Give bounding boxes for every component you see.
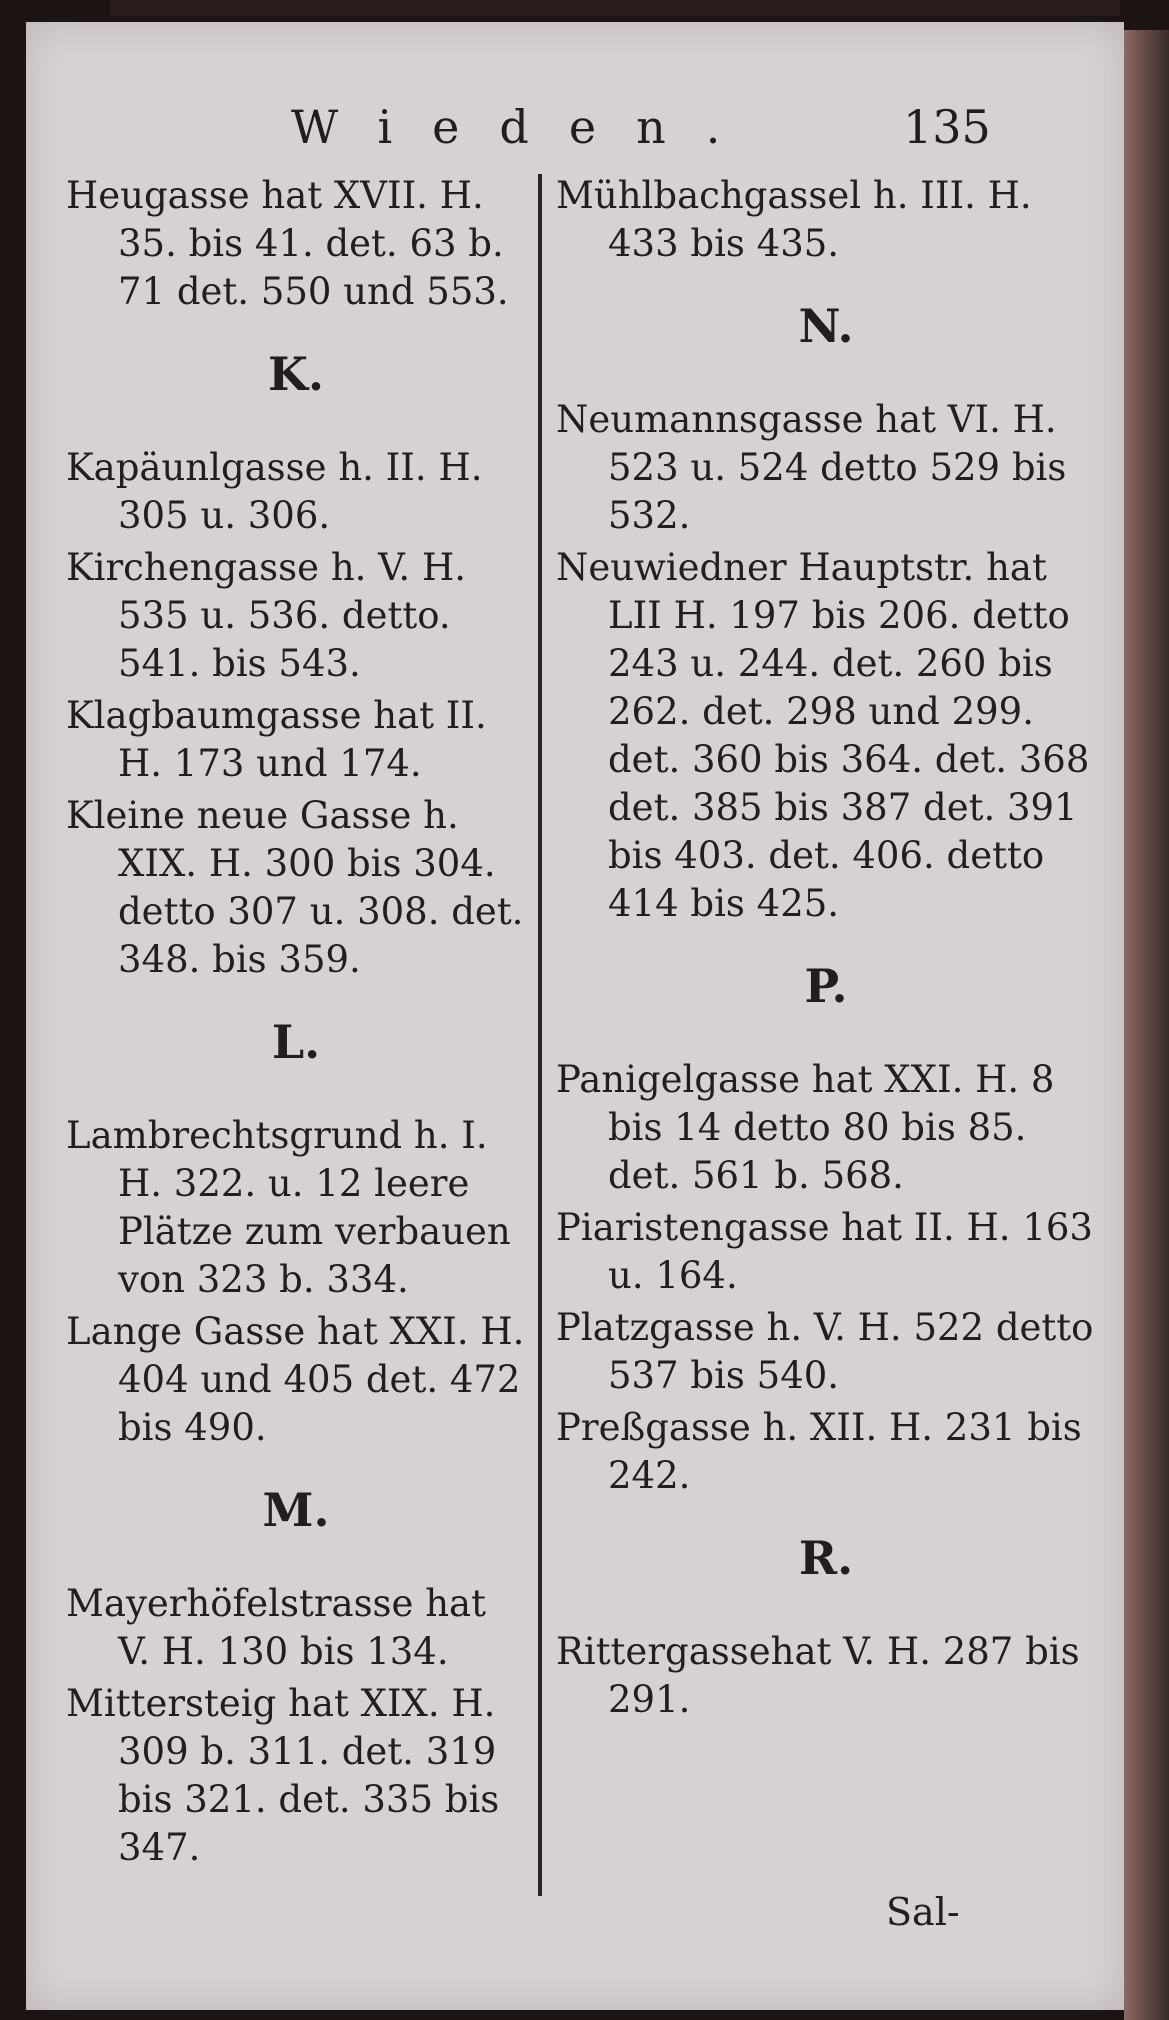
column-divider [538, 174, 542, 1896]
street-entry: Kleine neue Gasse h. XIX. H. 300 bis 304. detto 307 u. 308. det. 348. bis 359. [66, 794, 524, 981]
street-entry: Panigelgasse hat XXI. H. 8 bis 14 detto 80 bis 85. det. 561 b. 568. [556, 1058, 1055, 1197]
street-entry: Lange Gasse hat XXI. H. 404 und 405 det. 472 bis 490. [66, 1310, 525, 1449]
section-letter: N. [798, 299, 854, 353]
street-entry: Mayerhöfelstrasse hat V. H. 130 bis 134. [66, 1582, 486, 1673]
book-page-edge [1124, 30, 1169, 2020]
street-entry: Preßgasse h. XII. H. 231 bis 242. [556, 1406, 1082, 1497]
section-letter: R. [798, 1531, 854, 1585]
section-letter: L. [271, 1015, 321, 1069]
section-letter: K. [268, 347, 324, 401]
street-entry: Mühlbachgassel h. III. H. 433 bis 435. [556, 174, 1032, 265]
street-entry: Mittersteig hat XIX. H. 309 b. 311. det. 319 bis 321. det. 335 bis 347. [66, 1682, 500, 1869]
page-header [26, 100, 1124, 160]
left-column [66, 172, 526, 1876]
book-page [26, 22, 1124, 2010]
street-entry: Heugasse hat XVII. H. 35. bis 41. det. 63 b. 71 det. 550 und 553. [66, 174, 509, 313]
street-entry: Lambrechtsgrund h. I. H. 322. u. 12 leere Plätze zum verbauen von 323 b. 334. [66, 1114, 511, 1301]
section-letter: P. [804, 959, 848, 1013]
street-entry: Neumannsgasse hat VI. H. 523 u. 524 detto 529 bis 532. [556, 398, 1067, 537]
street-entry: Kapäunlgasse h. II. H. 305 u. 306. [66, 446, 483, 537]
street-entry: Piaristengasse hat II. H. 163 u. 164. [556, 1206, 1093, 1297]
street-entry: Platzgasse h. V. H. 522 detto 537 bis 540. [556, 1306, 1094, 1397]
right-column [556, 172, 1096, 1728]
street-entry: Rittergassehat V. H. 287 bis 291. [556, 1630, 1080, 1721]
page-number: 135 [903, 100, 991, 154]
book-top-edge [110, 0, 1120, 16]
running-head: Wieden. [291, 100, 761, 154]
section-letter: M. [262, 1483, 330, 1537]
street-entry: Klagbaumgasse hat II. H. 173 und 174. [66, 694, 487, 785]
catchword: Sal- [886, 1890, 960, 1934]
street-entry: Neuwiedner Hauptstr. hat LII H. 197 bis 206. detto 243 u. 244. det. 260 bis 262. det. 298 und 299. det. 360 bis 364. det. 368 det. 385 bis 387 det. 391 bis 403. det. 406. detto 414 bis 425. [556, 546, 1090, 925]
street-entry: Kirchengasse h. V. H. 535 u. 536. detto. 541. bis 543. [66, 546, 466, 685]
